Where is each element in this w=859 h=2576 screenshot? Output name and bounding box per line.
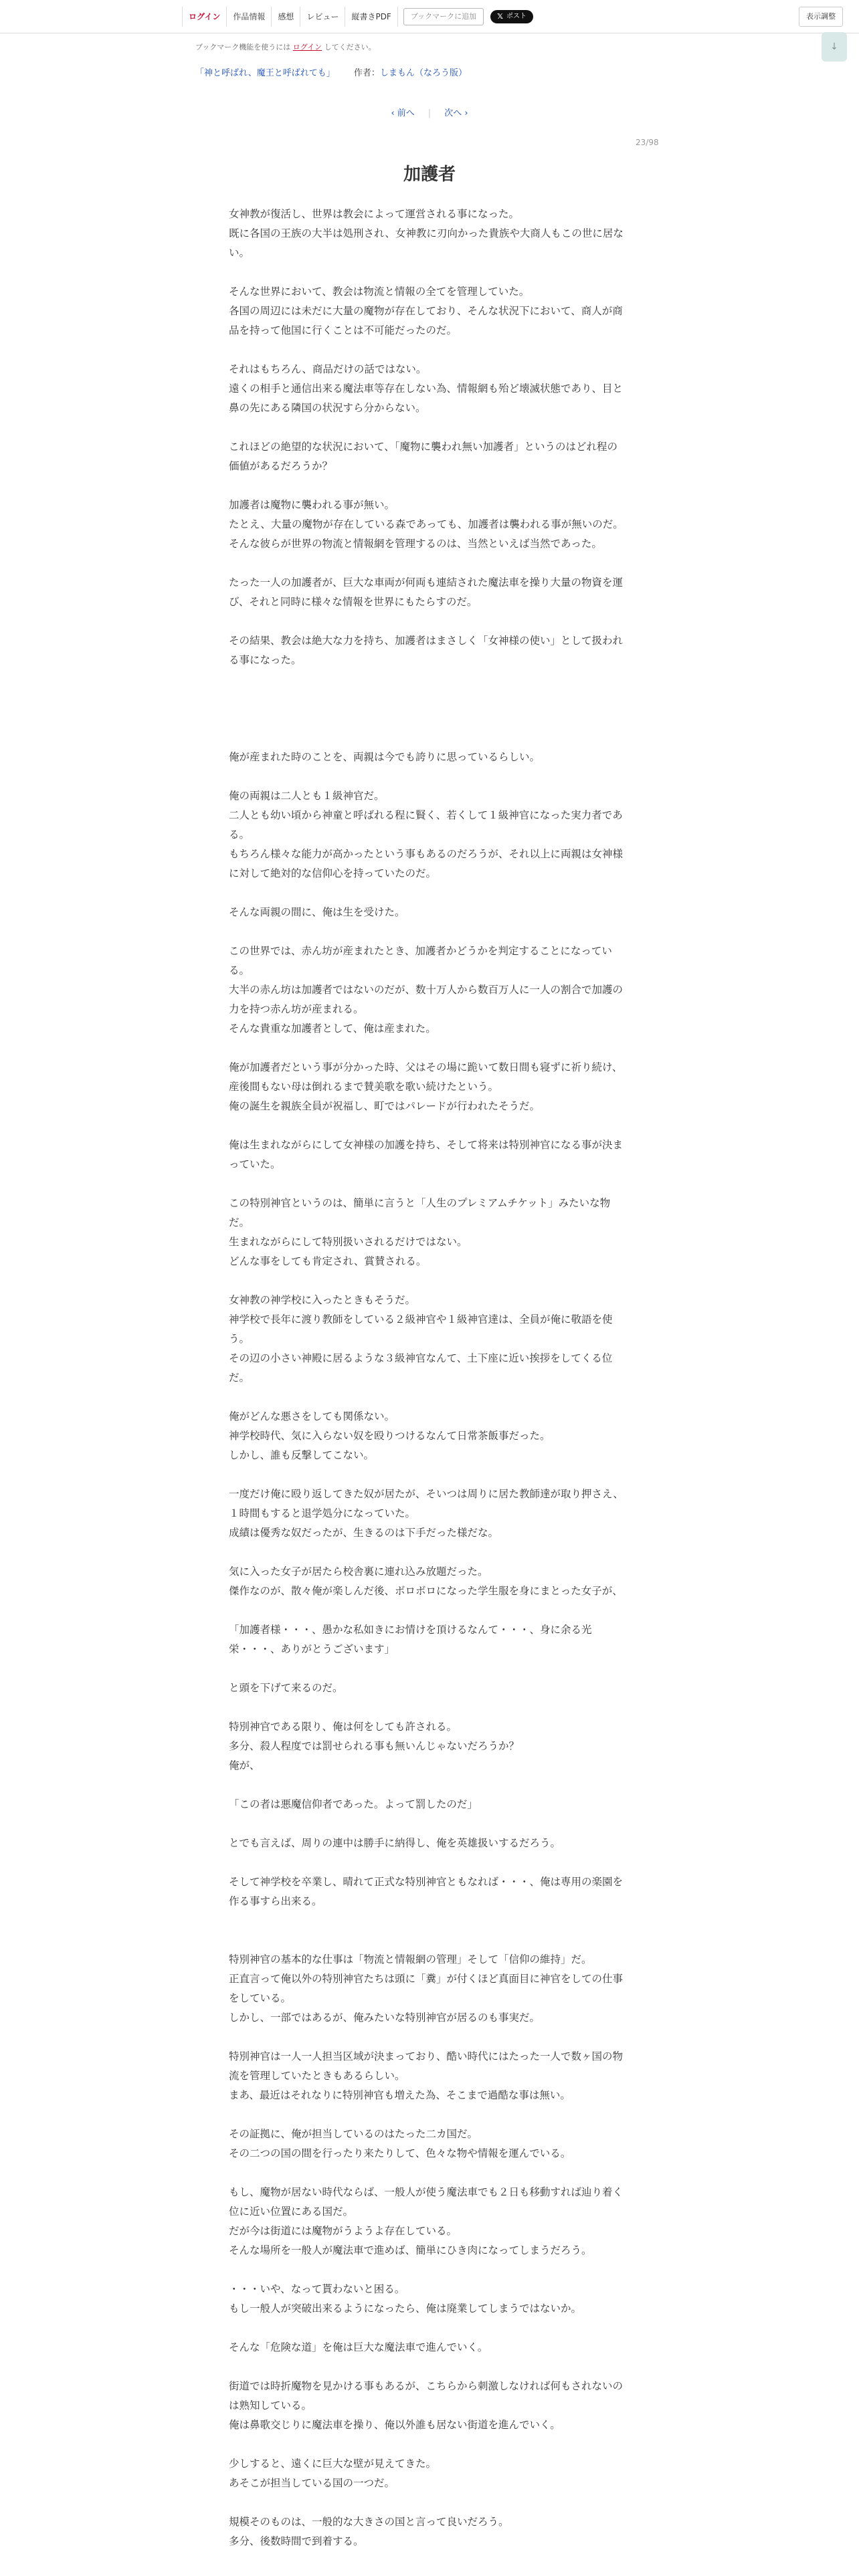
body-paragraph: そんな「危険な道」を俺は巨大な魔法車で進んでいく。 <box>229 2341 488 2353</box>
body-paragraph: 正直言って俺以外の特別神官たちは頭に「糞」が付くほど真面目に神官をしての仕事をしている。 <box>229 1973 624 2004</box>
login-link[interactable]: ログイン <box>182 7 226 27</box>
body-paragraph <box>229 1853 625 1872</box>
x-post-label: ポスト <box>506 13 527 20</box>
body-paragraph <box>229 2319 625 2338</box>
body-paragraph <box>229 1601 625 1620</box>
x-logo-icon: 𝕏 <box>497 12 503 21</box>
body-paragraph: あそこが担当している国の一つだ。 <box>229 2477 395 2489</box>
body-paragraph: この世界では、赤ん坊が産まれたとき、加護者かどうかを判定することになっている。 <box>229 945 612 976</box>
body-paragraph: 加護者は魔物に襲われる事が無い。 <box>229 499 395 511</box>
body-paragraph <box>229 2493 625 2512</box>
body-paragraph <box>229 2163 625 2183</box>
body-paragraph <box>229 1271 625 1291</box>
body-paragraph: 各国の周辺には未だに大量の魔物が存在しており、そんな状況下において、商人が商品を持って他国に行くことは不可能だったのだ。 <box>229 305 623 336</box>
body-paragraph <box>229 612 625 631</box>
body-paragraph: これほどの絶望的な状況において、「魔物に襲われ無い加護者」というのはどれ程の価値があるだろうか？ <box>229 441 617 472</box>
chapter-pager <box>0 106 859 118</box>
body-paragraph: 特別神官は一人一人担当区域が決まっており、酷い時代にはたった一人で数ヶ国の物流を管理していたときもあるらしい。 <box>229 2050 624 2082</box>
body-paragraph: 遠くの相手と通信出来る魔法車等存在しない為、情報網も殆ど壊滅状態であり、目と鼻の先にある隣国の状況すら分からない。 <box>229 383 624 414</box>
body-paragraph: 少しすると、遠くに巨大な壁が見えてきた。 <box>229 2458 437 2470</box>
body-paragraph <box>229 922 625 942</box>
notice-suffix: してください。 <box>324 43 376 51</box>
prev-chapter-link[interactable]: ‹ 前へ <box>391 108 415 118</box>
body-paragraph <box>229 1039 625 1058</box>
body-paragraph <box>229 1174 625 1194</box>
body-paragraph: 生まれながらにして特別扱いされるだけではない。 <box>229 1236 468 1248</box>
body-paragraph: 俺が産まれた時のことを、両親は今でも誇りに思っているらしい。 <box>229 751 541 763</box>
body-paragraph: もし、魔物が居ない時代ならば、一般人が使う魔法車でも２日も移動すれば辿り着く位に近い位置にある国だ。 <box>229 2186 624 2218</box>
body-paragraph: 二人とも幼い頃から神童と呼ばれる程に賢く、若くして１級神官になった実力者である。 <box>229 809 623 841</box>
body-paragraph: そんな両親の間に、俺は生を受けた。 <box>229 906 405 918</box>
series-title-link[interactable]: 「神と呼ばれ、魔王と呼ばれても」 <box>195 68 335 78</box>
body-paragraph <box>229 883 625 903</box>
body-paragraph: 俺の誕生を親族全員が祝福し、町ではパレードが行われたそうだ。 <box>229 1100 541 1112</box>
body-paragraph: しかし、誰も反撃してこない。 <box>229 1449 375 1461</box>
body-paragraph <box>229 1814 625 1834</box>
body-paragraph: 規模そのものは、一般的な大きさの国と言って良いだろう。 <box>229 2516 509 2528</box>
body-paragraph: それはもちろん、商品だけの話ではない。 <box>229 363 427 375</box>
novel-body <box>229 205 625 2551</box>
work-info-link[interactable]: 作品情報 <box>226 7 271 27</box>
body-paragraph <box>229 2260 625 2280</box>
body-paragraph: そんな貴重な加護者として、俺は産まれた。 <box>229 1023 436 1035</box>
body-paragraph: その証拠に、俺が担当しているのはたった二カ国だ。 <box>229 2128 478 2140</box>
notice-login-link[interactable]: ログイン <box>292 43 322 51</box>
body-paragraph <box>229 1543 625 1562</box>
body-paragraph <box>229 2435 625 2454</box>
body-paragraph: と頭を下げて来るのだ。 <box>229 1682 343 1694</box>
body-paragraph <box>229 2028 625 2047</box>
body-paragraph <box>229 1116 625 1136</box>
body-paragraph: 俺が加護者だという事が分かった時、父はその場に跪いて数日間も寝ずに祈り続け、産後間もない母は倒れるまで賛美歌を歌い続けたという。 <box>229 1061 623 1093</box>
body-paragraph <box>229 1465 625 1485</box>
display-settings-button[interactable]: 表示調整 <box>799 7 843 27</box>
body-paragraph: 「この者は悪魔信仰者であった。よって罰したのだ」 <box>229 1798 478 1810</box>
body-paragraph: その結果、教会は絶大な力を持ち、加護者はまさしく「女神様の使い」として扱われる事になった。 <box>229 635 624 666</box>
body-paragraph: どんな事をしても肯定され、賞賛される。 <box>229 1255 427 1267</box>
body-paragraph: そんな彼らが世界の物流と情報網を管理するのは、当然といえば当然であった。 <box>229 538 602 550</box>
vertical-pdf-link[interactable]: 縦書きPDF <box>345 7 397 27</box>
body-paragraph: もし一般人が突破出来るようになったら、俺は廃業してしまうではないか。 <box>229 2302 582 2315</box>
body-paragraph <box>229 709 625 728</box>
body-paragraph <box>229 728 625 748</box>
body-paragraph <box>229 476 625 496</box>
body-paragraph <box>229 1698 625 1717</box>
body-paragraph: 気に入った女子が居たら校舎裏に連れ込み放題だった。 <box>229 1566 488 1578</box>
body-paragraph: 「加護者様・・・、愚かな私如きにお情けを頂けるなんて・・・、身に余る光栄・・・、ありがとうございます」 <box>229 1624 592 1655</box>
body-paragraph <box>229 418 625 437</box>
body-paragraph: この特別神官というのは、簡単に言うと「人生のプレミアムチケット」みたいな物だ。 <box>229 1197 611 1228</box>
body-paragraph: そして神学校を卒業し、晴れて正式な特別神官ともなれば・・・、俺は専用の楽園を作る事すら出来る。 <box>229 1876 624 1907</box>
body-paragraph: 大半の赤ん坊は加護者ではないのだが、数十万人から数百万人に一人の割合で加護の力を持つ赤ん坊が産まれる。 <box>229 984 624 1015</box>
body-paragraph: その辺の小さい神殿に居るような３級神官なんて、土下座に近い挨拶をしてくる位だ。 <box>229 1352 613 1384</box>
body-paragraph: 俺は生まれながらにして女神様の加護を持ち、そして将来は特別神官になる事が決まっていた。 <box>229 1139 624 1170</box>
body-paragraph: 神学校で長年に渡り教師をしている２級神官や１級神官達は、全員が俺に敬語を使う。 <box>229 1313 613 1345</box>
body-paragraph <box>229 1911 625 1931</box>
body-paragraph: 街道では時折魔物を見かける事もあるが、こちらから刺激しなければ何もされないのは熟知している。 <box>229 2380 624 2411</box>
body-paragraph: 特別神官の基本的な仕事は「物流と情報網の管理」そして「信仰の維持」だ。 <box>229 1953 592 1965</box>
body-paragraph <box>229 670 625 689</box>
body-paragraph: しかし、一部ではあるが、俺みたいな特別神官が居るのも事実だ。 <box>229 2012 541 2024</box>
body-paragraph <box>229 767 625 786</box>
body-paragraph: 女神教の神学校に入ったときもそうだ。 <box>229 1294 416 1306</box>
review-link[interactable]: レビュー <box>300 7 345 27</box>
body-paragraph: たった一人の加護者が、巨大な車両が何両も連結された魔法車を操り大量の物資を運び、それと同時に様々な情報を世界にもたらすのだ。 <box>229 576 624 608</box>
impressions-link[interactable]: 感想 <box>271 7 300 27</box>
chapter-title: 加護者 <box>403 165 456 185</box>
top-header <box>0 0 859 33</box>
body-paragraph: たとえ、大量の魔物が存在している森であっても、加護者は襲われる事が無いのだ。 <box>229 518 624 530</box>
body-paragraph: とでも言えば、周りの連中は勝手に納得し、俺を英雄扱いするだろう。 <box>229 1837 561 1849</box>
body-paragraph <box>229 554 625 573</box>
body-paragraph: 多分、後数時間で到着する。 <box>229 2535 364 2547</box>
series-info <box>195 66 467 78</box>
body-paragraph <box>229 1931 625 1950</box>
body-paragraph: その二つの国の間を行ったり来たりして、色々な物や情報を運んでいる。 <box>229 2147 571 2159</box>
body-paragraph: 俺は鼻歌交じりに魔法車を操り、俺以外誰も居ない街道を進んでいく。 <box>229 2419 561 2431</box>
body-paragraph: 既に各国の王族の大半は処刑され、女神教に刃向かった貴族や大商人もこの世に居ない。 <box>229 227 624 259</box>
scroll-down-button[interactable] <box>822 32 847 62</box>
header-nav <box>182 7 533 27</box>
pager-divider: | <box>427 108 432 118</box>
body-paragraph <box>229 2357 625 2377</box>
body-paragraph <box>229 689 625 709</box>
x-post-button[interactable] <box>490 10 533 23</box>
body-paragraph <box>229 263 625 282</box>
body-paragraph: 多分、殺人程度では罰せられる事も無いんじゃないだろうか？ <box>229 1740 520 1752</box>
body-paragraph <box>229 340 625 360</box>
body-paragraph: だが今は街道には魔物がうようよ存在している。 <box>229 2225 458 2237</box>
body-paragraph <box>229 2105 625 2125</box>
body-paragraph: 特別神官である限り、俺は何をしても許される。 <box>229 1721 458 1733</box>
body-paragraph: まあ、最近はそれなりに特別神官も増えた為、そこまで過酷な事は無い。 <box>229 2089 571 2101</box>
body-paragraph: 俺が、 <box>229 1759 260 1772</box>
add-bookmark-button[interactable]: ブックマークに追加 <box>403 8 484 25</box>
body-paragraph <box>229 1776 625 1795</box>
body-paragraph: もちろん様々な能力が高かったという事もあるのだろうが、それ以上に両親は女神様に対して絶対的な信仰心を持っていたのだ。 <box>229 848 624 879</box>
next-chapter-link[interactable]: 次へ › <box>444 108 468 118</box>
body-paragraph: 女神教が復活し、世界は教会によって運営される事になった。 <box>229 208 520 220</box>
arrow-down-icon: ↓ <box>830 41 838 52</box>
body-paragraph <box>229 1659 625 1679</box>
body-paragraph: 成績は優秀な奴だったが、生きるのは下手だった様だな。 <box>229 1527 499 1539</box>
author-link[interactable]: しまもん（なろう版） <box>379 68 467 78</box>
body-paragraph: そんな場所を一般人が魔法車で進めば、簡単にひき肉になってしまうだろう。 <box>229 2244 592 2256</box>
body-paragraph: ・・・いや、なって貰わないと困る。 <box>229 2283 405 2295</box>
body-paragraph: 一度だけ俺に殴り返してきた奴が居たが、そいつは周りに居た教師達が取り押さえ、１時間もすると退学処分になっていた。 <box>229 1488 624 1519</box>
page-number: 23/98 <box>636 138 659 147</box>
body-paragraph: 神学校時代、気に入らない奴を殴りつけるなんて日常茶飯事だった。 <box>229 1430 551 1442</box>
notice-prefix: ブックマーク機能を使うには <box>195 43 291 51</box>
body-paragraph: 俺の両親は二人とも１級神官だ。 <box>229 790 385 802</box>
body-paragraph: そんな世界において、教会は物流と情報の全てを管理していた。 <box>229 286 530 298</box>
body-paragraph: 俺がどんな悪さをしても関係ない。 <box>229 1410 395 1422</box>
author-label: 作者： <box>353 68 380 78</box>
body-paragraph: 傑作なのが、散々俺が楽しんだ後、ボロボロになった学生服を身にまとった女子が、 <box>229 1585 623 1597</box>
bookmark-notice <box>195 41 376 52</box>
body-paragraph <box>229 1388 625 1407</box>
